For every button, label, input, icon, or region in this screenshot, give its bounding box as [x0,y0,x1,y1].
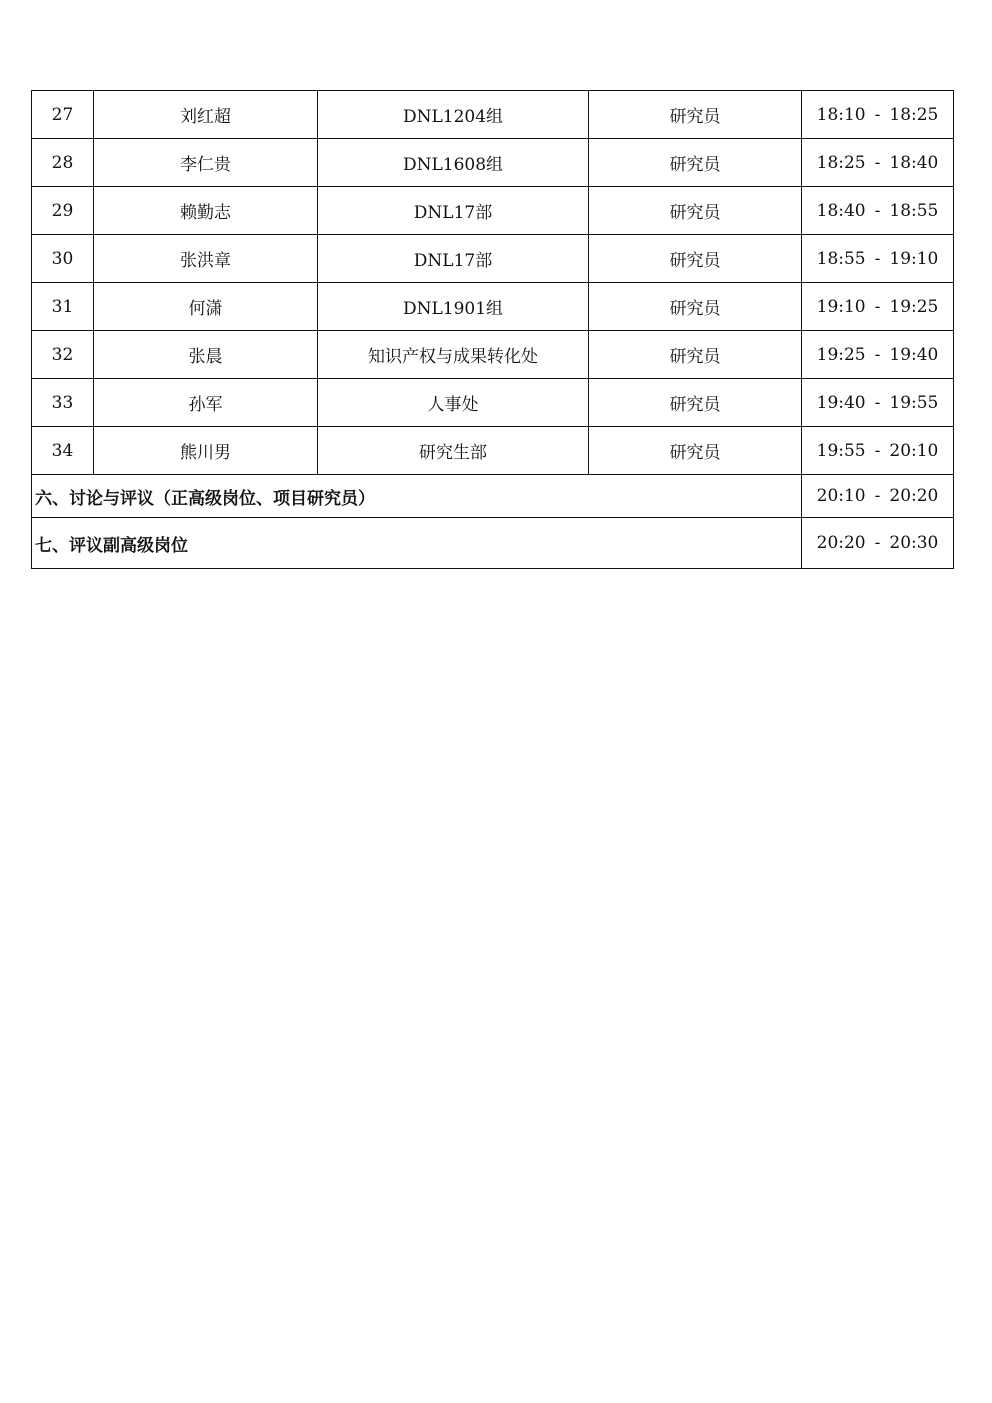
position-title: 研究员 [589,379,802,427]
position-title: 研究员 [589,283,802,331]
time-end: 20:10 [889,440,939,461]
person-name: 李仁贵 [94,139,318,187]
person-name: 刘红超 [94,91,318,139]
time-separator: - [874,200,881,221]
person-name: 孙军 [94,379,318,427]
time-start: 18:25 [816,152,866,173]
position-title: 研究员 [589,235,802,283]
section-row [32,518,954,569]
time-start: 19:55 [816,440,866,461]
time-slot [802,427,954,475]
row-number: 29 [32,187,94,235]
row-number: 30 [32,235,94,283]
time-end: 19:55 [889,392,939,413]
table-row [32,187,954,235]
time-separator: - [874,392,881,413]
section-label: 六、讨论与评议（正高级岗位、项目研究员） [32,475,802,518]
time-start: 18:10 [816,104,866,125]
table-row [32,283,954,331]
department: 知识产权与成果转化处 [318,331,589,379]
department: DNL1608组 [318,139,589,187]
position-title: 研究员 [589,91,802,139]
time-start: 19:25 [816,344,866,365]
person-name: 熊川男 [94,427,318,475]
person-name: 赖勤志 [94,187,318,235]
person-name: 张晨 [94,331,318,379]
schedule-table [31,90,954,569]
time-separator: - [874,104,881,125]
time-slot [802,139,954,187]
table-row [32,91,954,139]
time-start: 18:55 [816,248,866,269]
time-end: 19:40 [889,344,939,365]
department: DNL17部 [318,187,589,235]
time-end: 19:25 [889,296,939,317]
time-end: 20:20 [889,486,939,506]
department: 研究生部 [318,427,589,475]
department: DNL1204组 [318,91,589,139]
time-slot [802,235,954,283]
time-start: 19:40 [816,392,866,413]
time-separator: - [874,296,881,317]
time-end: 18:25 [889,104,939,125]
table-row [32,139,954,187]
time-slot [802,187,954,235]
time-start: 20:20 [816,533,866,553]
table-row [32,331,954,379]
time-separator: - [874,152,881,173]
time-slot [802,518,954,569]
row-number: 34 [32,427,94,475]
time-end: 18:40 [889,152,939,173]
department: DNL1901组 [318,283,589,331]
position-title: 研究员 [589,427,802,475]
section-row [32,475,954,518]
position-title: 研究员 [589,139,802,187]
section-label: 七、评议副高级岗位 [32,518,802,569]
row-number: 27 [32,91,94,139]
time-slot [802,283,954,331]
time-end: 19:10 [889,248,939,269]
time-slot [802,91,954,139]
table-row [32,427,954,475]
time-separator: - [874,486,881,506]
time-slot [802,475,954,518]
time-end: 20:30 [889,533,939,553]
position-title: 研究员 [589,331,802,379]
time-separator: - [874,344,881,365]
time-start: 18:40 [816,200,866,221]
row-number: 33 [32,379,94,427]
time-start: 19:10 [816,296,866,317]
department: DNL17部 [318,235,589,283]
time-separator: - [874,440,881,461]
department: 人事处 [318,379,589,427]
row-number: 28 [32,139,94,187]
row-number: 31 [32,283,94,331]
time-start: 20:10 [816,486,866,506]
person-name: 何潇 [94,283,318,331]
time-slot [802,379,954,427]
time-slot [802,331,954,379]
time-separator: - [874,533,881,553]
table-row [32,235,954,283]
person-name: 张洪章 [94,235,318,283]
row-number: 32 [32,331,94,379]
time-separator: - [874,248,881,269]
position-title: 研究员 [589,187,802,235]
table-row [32,379,954,427]
time-end: 18:55 [889,200,939,221]
